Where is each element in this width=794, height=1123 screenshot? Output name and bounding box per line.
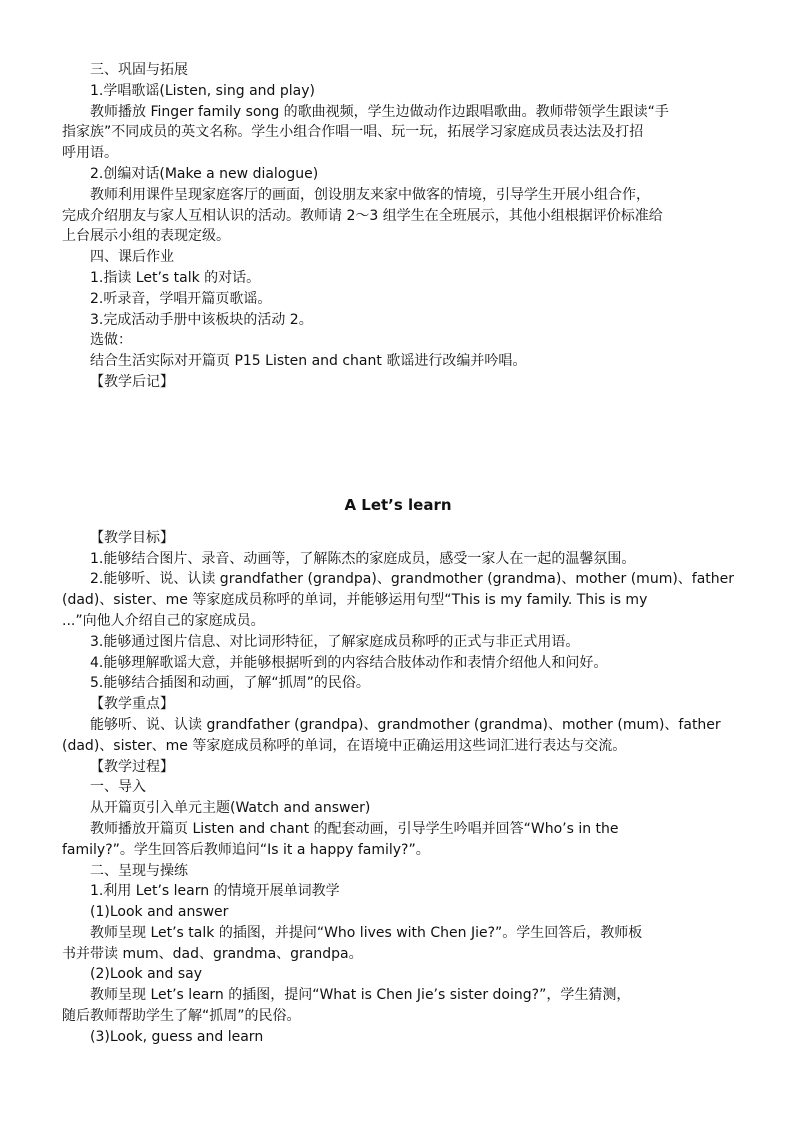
goal-item: 5.能够结合插图和动画，了解“抓周”的民俗。 — [90, 675, 370, 692]
optional-label: 选做： — [90, 332, 132, 349]
paragraph-line: 指家族”不同成员的英文名称。学生小组合作唱一唱、玩一玩，拓展学习家庭成员表达法及打招 — [62, 124, 644, 141]
blank-space — [62, 393, 734, 494]
document-body — [62, 60, 734, 1048]
homework-item: 3.完成活动手册中该板块的活动 2。 — [90, 311, 313, 328]
step-title: (2)Look and say — [90, 966, 203, 983]
activity-title-sing: 1.学唱歌谣(Listen, sing and play) — [90, 82, 315, 99]
goal-item-continued: (dad)、sister、me 等家庭成员称呼的单词，并能够运用句型“This is my family. This is my — [62, 592, 648, 609]
key-points-heading: 【教学重点】 — [90, 696, 174, 713]
goal-item: 4.能够理解歌谣大意，并能够根据听到的内容结合肢体动作和表情介绍他人和问好。 — [90, 654, 608, 671]
paragraph-line: 随后教师帮助学生了解“抓周”的民俗。 — [62, 1008, 301, 1025]
goal-item: 3.能够通过图片信息、对比词形特征，了解家庭成员称呼的正式与非正式用语。 — [90, 633, 580, 650]
presentation-item: 1.利用 Let’s learn 的情境开展单词教学 — [90, 883, 340, 900]
homework-item: 1.指读 Let’s talk 的对话。 — [90, 269, 261, 286]
optional-text: 结合生活实际对开篇页 P15 Listen and chant 歌谣进行改编并吟唱。 — [90, 353, 527, 370]
paragraph-line: 教师呈现 Let’s learn 的插图，提问“What is Chen Jie’s sister doing?”，学生猜测， — [90, 987, 631, 1004]
goal-item-continued: ...”向他人介绍自己的家庭成员。 — [62, 612, 265, 629]
paragraph-line: 教师利用课件呈现家庭客厅的画面，创设朋友来家中做客的情境，引导学生开展小组合作， — [90, 186, 650, 203]
blank-space — [62, 516, 734, 528]
step-title: (3)Look, guess and learn — [90, 1028, 264, 1045]
paragraph-line: 教师播放开篇页 Listen and chant 的配套动画，引导学生吟唱并回答“Who’s in the — [90, 820, 619, 837]
goals-heading: 【教学目标】 — [90, 529, 174, 546]
paragraph-line: 教师播放 Finger family song 的歌曲视频，学生边做动作边跟唱歌曲。教师带领学生跟读“手 — [90, 103, 669, 120]
homework-item: 2.听录音，学唱开篇页歌谣。 — [90, 290, 272, 307]
process-heading: 【教学过程】 — [90, 758, 174, 775]
activity-title-dialogue: 2.创编对话(Make a new dialogue) — [90, 165, 319, 182]
paragraph-line: 完成介绍朋友与家人互相认识的活动。教师请 2～3 组学生在全班展示，其他小组根据评价标准给 — [62, 207, 663, 224]
presentation-heading: 二、呈现与操练 — [90, 862, 188, 879]
paragraph-line: 呼用语。 — [62, 145, 118, 162]
section-heading-homework: 四、课后作业 — [90, 249, 174, 266]
paragraph-line: 从开篇页引入单元主题(Watch and answer) — [90, 800, 371, 817]
paragraph-line: 教师呈现 Let’s talk 的插图，并提问“Who lives with Chen Jie?”。学生回答后，教师板 — [90, 924, 643, 941]
section-heading-consolidate: 三、巩固与拓展 — [90, 62, 188, 78]
lesson-title: A Let’s learn — [344, 495, 452, 514]
postscript-heading: 【教学后记】 — [90, 373, 174, 390]
intro-heading: 一、导入 — [90, 779, 146, 796]
paragraph-line: 上台展示小组的表现定级。 — [62, 228, 230, 245]
goal-item: 1.能够结合图片、录音、动画等，了解陈杰的家庭成员，感受一家人在一起的温馨氛围。 — [90, 550, 636, 567]
paragraph-line: family?”。学生回答后教师追问“Is it a happy family?”。 — [62, 841, 430, 858]
paragraph-line: 书并带读 mum、dad、grandma、grandpa。 — [62, 945, 363, 962]
key-points-text: (dad)、sister、me 等家庭成员称呼的单词，在语境中正确运用这些词汇进行表达与交流。 — [62, 737, 627, 754]
step-title: (1)Look and answer — [90, 904, 229, 921]
goal-item: 2.能够听、说、认读 grandfather (grandpa)、grandmother (grandma)、mother (mum)、father — [90, 571, 735, 588]
key-points-text: 能够听、说、认读 grandfather (grandpa)、grandmother (grandma)、mother (mum)、father — [90, 716, 721, 733]
